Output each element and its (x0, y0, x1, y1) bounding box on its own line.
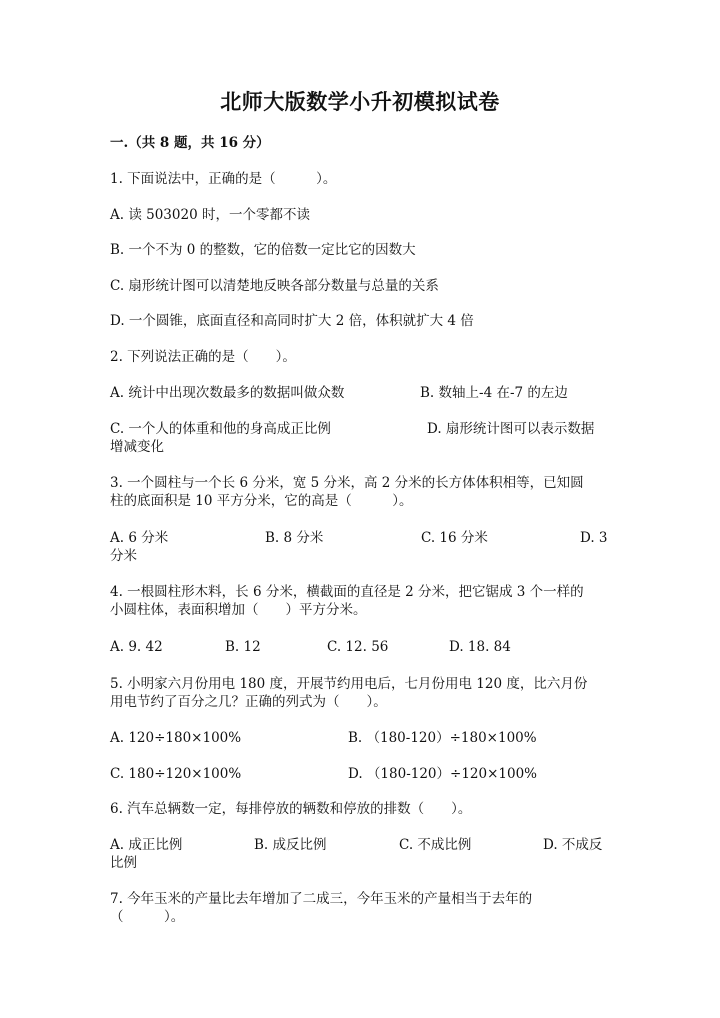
question-6-option-d: D. 不成反 (543, 837, 603, 853)
question-3-stem-line2: 柱的底面积是 10 平方分米，它的高是（ ）。 (110, 493, 413, 509)
question-1-option-b: B. 一个不为 0 的整数，它的倍数一定比它的因数大 (110, 242, 416, 258)
question-2-stem: 2. 下列说法正确的是（ ）。 (110, 349, 296, 365)
question-3-option-a: A. 6 分米 (110, 530, 169, 546)
question-6-option-b: B. 成反比例 (254, 837, 327, 853)
question-5-stem-line1: 5. 小明家六月份用电 180 度，开展节约用电后，七月份用电 120 度，比六月份 (110, 676, 588, 692)
question-5-stem-line2: 用电节约了百分之几？正确的列式为（ ）。 (110, 694, 387, 710)
page-title: 北师大版数学小升初模拟试卷 (220, 89, 500, 114)
question-2-option-a: A. 统计中出现次数最多的数据叫做众数 (110, 385, 345, 401)
question-5-option-a: A. 120÷180×100% (110, 730, 242, 746)
question-2-option-d-wrap: 增减变化 (110, 439, 164, 455)
question-6-option-d-wrap: 比例 (110, 855, 137, 871)
question-5-option-c: C. 180÷120×100% (110, 766, 242, 782)
question-4-option-a: A. 9. 42 (110, 639, 163, 655)
question-2-option-b: B. 数轴上-4 在-7 的左边 (420, 385, 568, 401)
question-4-stem-line1: 4. 一根圆柱形木料，长 6 分米，横截面的直径是 2 分米，把它锯成 3 个一样的 (110, 584, 584, 600)
question-3-stem-line1: 3. 一个圆柱与一个长 6 分米，宽 5 分米，高 2 分米的长方体体积相等，已知圆 (110, 475, 584, 491)
question-1-option-c: C. 扇形统计图可以清楚地反映各部分数量与总量的关系 (110, 278, 439, 294)
question-3-option-c: C. 16 分米 (421, 530, 488, 546)
question-1-option-d: D. 一个圆锥，底面直径和高同时扩大 2 倍，体积就扩大 4 倍 (110, 313, 474, 329)
question-4-option-d: D. 18. 84 (449, 639, 511, 655)
question-2-option-d: D. 扇形统计图可以表示数据 (427, 421, 595, 437)
question-6-option-a: A. 成正比例 (110, 837, 183, 853)
question-2-option-c: C. 一个人的体重和他的身高成正比例 (110, 421, 331, 437)
section-heading: 一.（共 8 题，共 16 分） (110, 135, 270, 151)
question-7-stem-line2: （ ）。 (110, 909, 185, 925)
question-3-option-b: B. 8 分米 (265, 530, 324, 546)
question-3-option-d: D. 3 (580, 530, 608, 546)
question-5-option-b: B. （180-120）÷180×100% (348, 730, 537, 746)
question-1-stem: 1. 下面说法中，正确的是（ ）。 (110, 171, 337, 187)
question-4-option-c: C. 12. 56 (327, 639, 389, 655)
question-5-option-d: D. （180-120）÷120×100% (348, 766, 538, 782)
question-1-option-a: A. 读 503020 时，一个零都不读 (110, 207, 310, 223)
question-4-option-b: B. 12 (225, 639, 261, 655)
question-6-option-c: C. 不成比例 (399, 837, 472, 853)
question-4-stem-line2: 小圆柱体，表面积增加（ ）平方分米。 (110, 602, 367, 618)
question-7-stem-line1: 7. 今年玉米的产量比去年增加了二成三，今年玉米的产量相当于去年的 (110, 891, 533, 907)
question-6-stem: 6. 汽车总辆数一定，每排停放的辆数和停放的排数（ ）。 (110, 801, 472, 817)
question-3-option-d-wrap: 分米 (110, 548, 137, 564)
